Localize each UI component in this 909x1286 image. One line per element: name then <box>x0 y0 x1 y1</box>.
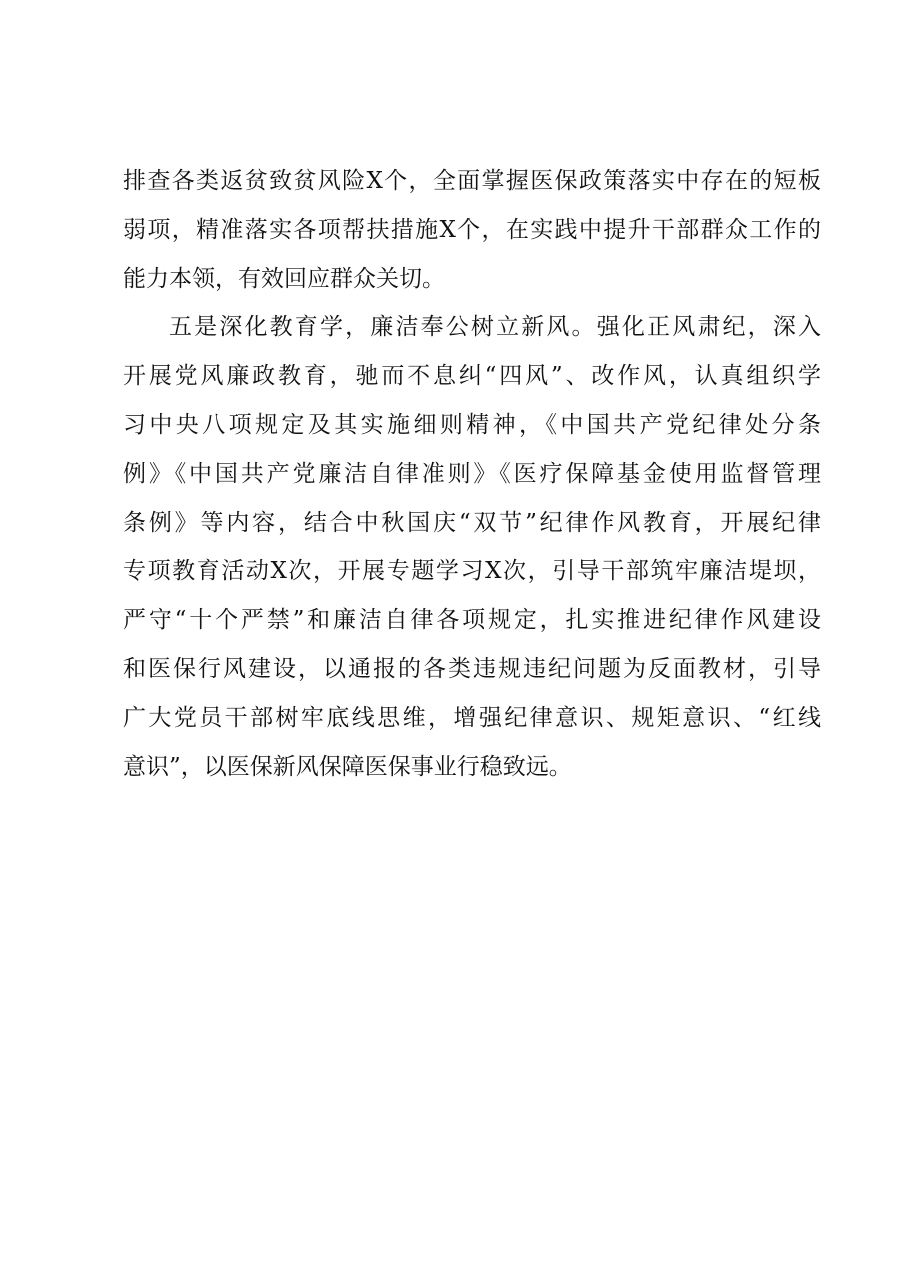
text-line: 意识”，以医保新风保障医保事业行稳致远。 <box>123 753 572 780</box>
paragraph-2 <box>123 303 821 791</box>
paragraph-1 <box>123 157 821 303</box>
text-line: 严守“十个严禁”和廉洁自律各项规定，扎实推进纪律作风建设 <box>123 607 821 634</box>
text-line: 能力本领，有效回应群众关切。 <box>123 265 445 292</box>
document-body <box>123 157 821 791</box>
text-line: 开展党风廉政教育，驰而不息纠“四风”、改作风，认真组织学 <box>123 363 821 390</box>
text-line: 五是深化教育学，廉洁奉公树立新风。强化正风肃纪，深入 <box>169 314 821 341</box>
text-line: 弱项，精准落实各项帮扶措施X个，在实践中提升干部群众工作的 <box>123 216 821 243</box>
text-line: 例》《中国共产党廉洁自律准则》《医疗保障基金使用监督管理 <box>123 460 821 487</box>
text-line: 习中央八项规定及其实施细则精神，《中国共产党纪律处分条 <box>123 411 821 438</box>
text-line: 条例》等内容，结合中秋国庆“双节”纪律作风教育，开展纪律 <box>123 509 821 536</box>
text-line: 排查各类返贫致贫风险X个，全面掌握医保政策落实中存在的短板 <box>123 168 821 194</box>
text-line: 专项教育活动X次，开展专题学习X次，引导干部筑牢廉洁堤坝， <box>123 558 821 585</box>
text-line: 广大党员干部树牢底线思维，增强纪律意识、规矩意识、“红线 <box>123 704 821 731</box>
text-line: 和医保行风建设，以通报的各类违规违纪问题为反面教材，引导 <box>123 655 821 682</box>
